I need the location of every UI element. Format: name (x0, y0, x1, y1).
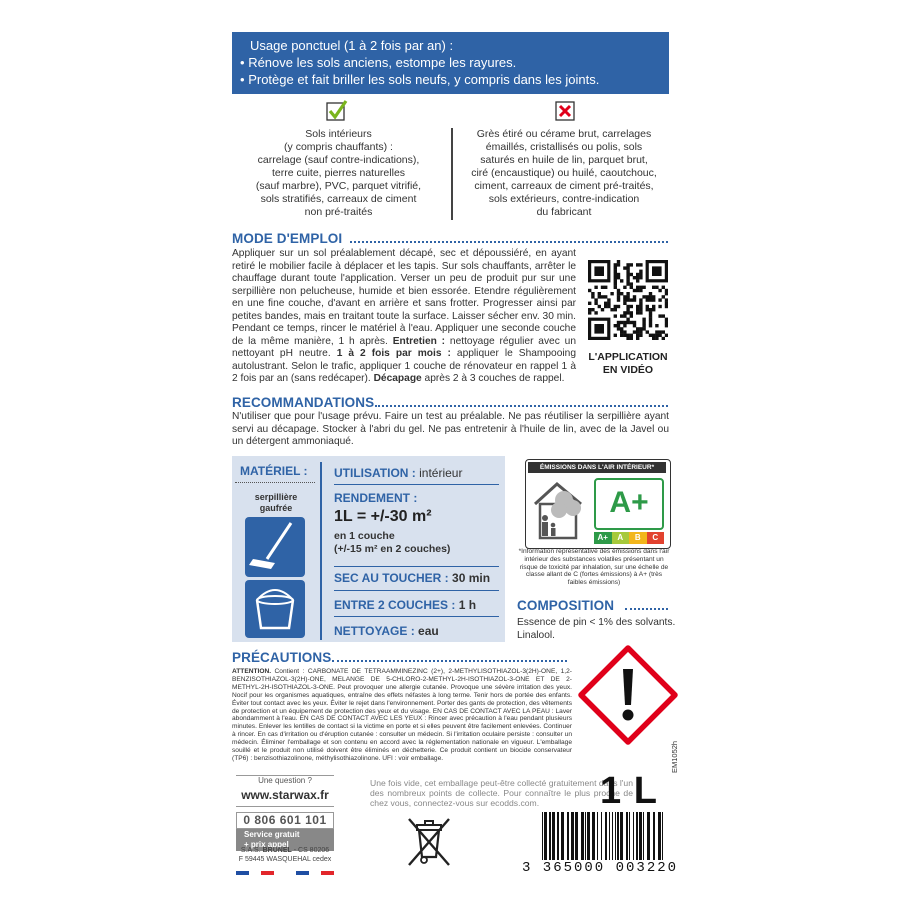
utilisation-row: UTILISATION : intérieur (334, 466, 463, 480)
bucket-icon (245, 580, 305, 638)
scale-a-plus: A+ (594, 532, 612, 544)
suitable-floors: Sols intérieurs (y compris chauffants) : carrelage (sauf contre-indications), terre cuite, pierres naturelles (sauf marbre), PVC, parquet vitrifié, sols stratifiés, carreaux de ciment non pré-traités (255, 128, 422, 218)
composition-heading: COMPOSITION (517, 598, 615, 613)
cross-icon (555, 101, 575, 121)
rendement-value: 1L = +/-30 m² (334, 508, 432, 525)
spec-divider (334, 484, 499, 485)
barcode (540, 812, 670, 860)
contact-block (236, 775, 334, 851)
column-divider (451, 128, 453, 220)
materiel-item-label: serpillière gaufrée (254, 492, 298, 513)
panel-divider (320, 462, 322, 640)
precautions-heading: PRÉCAUTIONS (232, 650, 332, 665)
recommandations-heading: RECOMMANDATIONS (232, 395, 375, 410)
emissions-scale (594, 532, 664, 544)
company-address: S.A.S. BRUNEL - CS 80206 F 59445 WASQUEHAL cedex (238, 847, 332, 863)
mode-emploi-heading: MODE D'EMPLOI (232, 231, 343, 246)
service-info: Service gratuit + prix appel (236, 829, 334, 851)
reference-code: EM1052h (670, 740, 679, 773)
barcode-number: 3 365000 003220 (522, 860, 679, 876)
french-flag-stripes (236, 871, 334, 875)
heading-dots (625, 608, 668, 610)
emissions-title: ÉMISSIONS DANS L'AIR INTÉRIEUR* (528, 462, 666, 473)
spec-divider (334, 590, 499, 591)
qr-code[interactable] (588, 260, 668, 340)
product-volume: 1 L (600, 770, 658, 812)
rendement-label: RENDEMENT : (334, 491, 418, 505)
materiel-underline (235, 482, 315, 483)
banner-line-3: Protège et fait briller les sols neufs, y compris dans les joints. (248, 72, 600, 87)
recycling-text: Une fois vide, cet emballage peut-être collecté gratuitement dans l'un des nombreux points de collecte. Pour connaître le plus proche de chez vous, connectez-vous sur ecodds.com. (370, 778, 633, 808)
mode-emploi-text: Appliquer sur un sol préalablement décapé, sec et dépoussiéré, en ayant retiré le mobilier facile à déplacer et les tapis. Sur sols chauffants, arrêter le chauffage durant toute l'application. Verser un peu de produit pur sur une serpillière non pelucheuse, humide et bien essorée. Etendre régulièrement en une fine couche, d'avant en arrière et sans frotter. Progresser ainsi par petites bandes, mais en traitant toute la surface. Laisser sécher env. 30 min. Pendant ce temps, rincer le matériel à l'eau. Appliquer une seconde couche de la même manière, 1 h après. Entretien : nettoyage régulier avec un nettoyant pH neutre. 1 à 2 fois par mois : appliquer le Shampooing autolustrant. Selon le trafic, appliquer 1 couche de rénovateur en rappel 1 à 2 fois par an (sans redécaper). Décapage après 2 à 3 couches de rappel. (232, 248, 576, 384)
banner-line-1: Usage ponctuel (1 à 2 fois par an) : (250, 38, 454, 53)
materiel-heading: MATÉRIEL : (240, 464, 308, 478)
emissions-grade: A+ (594, 478, 664, 530)
heading-dots (332, 660, 567, 662)
exclamation-hazard-icon (578, 645, 678, 745)
spec-divider (334, 566, 499, 567)
house-family-icon (531, 478, 591, 542)
recommandations-text: N'utiliser que pour l'usage prévu. Faire un test au préalable. Ne pas réutiliser la serpillière ayant servi au décapage. Stocker à l'abri du gel. Ne pas entretenir à l'huile de lin, avec de la Javel ou un détergent ammoniaqué. (232, 411, 669, 447)
rendement-detail: en 1 couche (+/-15 m² en 2 couches) (334, 530, 451, 555)
scale-b: B (629, 532, 647, 544)
emissions-label (525, 459, 671, 549)
composition-text: Essence de pin < 1% des solvants. Linalool. (517, 617, 676, 641)
website-link[interactable]: www.starwax.fr (241, 788, 329, 802)
phone-number[interactable]: 0 806 601 101 (236, 812, 334, 829)
precautions-text: ATTENTION. Contient : CARBONATE DE TETRAAMMINEZINC (2+), 2-METHYLISOTHIAZOL-3(2H)-ONE, 1,2-BENZISOTHIAZOL-3(2H)-ONE, MELANGE DE 5-CHLORO-2-METHYL-2H-ISOTHIAZOL-3-ONE ET DE 2-METHYL-2H-ISOTHIAZOL-3-ONE. Peut provoquer une allergie cutanée. Provoque une sévère irritation des yeux. Nocif pour les organismes aquatiques, entraîne des effets néfastes à long terme. Tenir hors de portée des enfants. Éviter tout contact avec les yeux. Éviter le rejet dans l'environnement. Porter des gants de protection, des vêtements de protection et un équipement de protection des yeux et du visage. EN CAS DE CONTACT AVEC LA PEAU : Laver abondamment à l'eau. EN CAS DE CONTACT AVEC LES YEUX : Rincer avec précaution à l'eau pendant plusieurs minutes. Enlever les lentilles de contact si la victime en porte et si elles peuvent être facilement enlevées. Continuer à rincer. En cas d'irritation ou d'éruption cutanée : consulter un médecin. Si l'irritation oculaire persiste : consulter un médecin. Éliminer l'emballage et son contenu en accord avec la réglementation nationale en vigueur. L'emballage souillé et le produit non utilisé doivent être éliminés en déchetterie. Ce produit contient un biocide conservateur (TP6) : benzisothiazolinone, méthylisothiazolinone. UFI : voir emballage. (232, 668, 572, 762)
heading-dots (375, 405, 668, 407)
emissions-note: *Information représentative des émissions dans l'air intérieur des substances volatiles présentant un risque de toxicité par inhalation, sur une échelle de classe allant de C (fortes émissions) à A+ (très faibles émissions) (518, 548, 670, 587)
scale-c: C (647, 532, 665, 544)
qr-caption: L'APPLICATION EN VIDÉO (588, 351, 668, 376)
nettoyage-row: NETTOYAGE : eau (334, 624, 439, 638)
sec-row: SEC AU TOUCHER : 30 min (334, 571, 491, 585)
banner-line-2: Rénove les sols anciens, estompe les rayures. (248, 55, 517, 70)
crossed-bin-icon (404, 815, 454, 869)
couches-row: ENTRE 2 COUCHES : 1 h (334, 598, 477, 612)
scale-a: A (612, 532, 630, 544)
question-label: Une question ? (236, 775, 334, 785)
check-icon (326, 99, 348, 121)
mop-icon (245, 517, 305, 577)
heading-dots (350, 241, 668, 243)
spec-divider (334, 616, 499, 617)
unsuitable-floors: Grès étiré ou cérame brut, carrelages émaillés, cristallisés ou polis, sols saturés en huile de lin, parquet brut, ciré (encaustique) ou huilé, caoutchouc, ciment, carreaux de ciment pré-traités, sols extérieurs, contre-indication du fabricant (471, 128, 657, 218)
usage-banner: Usage ponctuel (1 à 2 fois par an) : • Rénove les sols anciens, estompe les rayures. • Protège et fait briller les sols neufs, y compris dans les joints. (232, 32, 669, 94)
